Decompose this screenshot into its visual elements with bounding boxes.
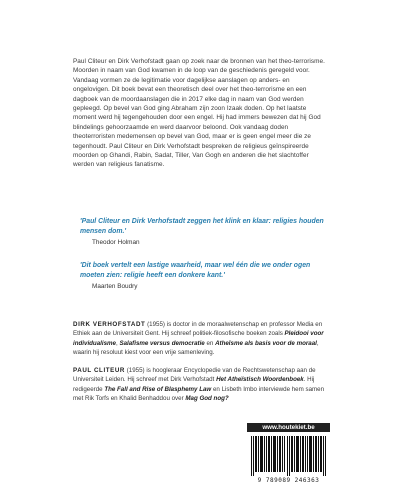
- barcode-icon: [247, 436, 330, 476]
- book-title: Het Atheïstisch Woordenboek: [216, 376, 304, 384]
- bio-text: ,: [115, 339, 120, 347]
- quote-text: 'Dit boek vertelt een lastige waarheid, maar wel één die we onder ogen moeten zien: religie heeft een donkere kant.': [80, 262, 311, 279]
- bio-text: (1955) is doctor in de moraalwetenschap en professor Media en Ethiek aan de Universiteit Gent. Hij schreef politiek-filosofische boeken zoals: [73, 321, 323, 338]
- book-title: The Fall and Rise of Blasphemy Law: [104, 385, 212, 393]
- book-title: Atheïsme als basis voor de moraal: [215, 339, 317, 347]
- publisher-website: www.houtekiet.be: [247, 423, 330, 432]
- isbn-digits: 9 789089 246363: [257, 477, 320, 484]
- bio-text: en Lisbeth Imbo interviewde hem samen met Rik Torfs en Khalid Benhaddou over: [73, 385, 325, 402]
- bio-verhofstadt: [73, 320, 335, 357]
- author-name: DIRK VERHOFSTADT: [73, 321, 146, 328]
- book-title: Pleidooi voor individualisme: [73, 330, 324, 347]
- book-title: Salafisme versus democratie: [119, 339, 205, 347]
- author-name: PAUL CLITEUR: [73, 367, 126, 374]
- bio-text: . Hij redigeerde: [73, 376, 315, 393]
- quote-text: 'Paul Cliteur en Dirk Verhofstadt zeggen het klink en klaar: religies houden mensen dom.': [80, 218, 324, 235]
- quote-author: Maarten Boudry: [92, 283, 138, 291]
- quote-holman: [80, 217, 330, 246]
- quote-author: Theodor Holman: [92, 239, 140, 247]
- bio-text: en: [204, 339, 216, 347]
- quote-boudry: [80, 261, 330, 290]
- bio-cliteur: [73, 366, 335, 403]
- cover-blurb: Paul Cliteur en Dirk Verhofstadt gaan op zoek naar de bronnen van het theo-terrorisme. Moorden in naam van God kwamen in de loop van de geschiedenis geregeld voor. Vandaag vormen ze de legitimatie voor dagelijkse aanslagen op anders- en ongelovigen. Dit boek bevat een theoretisch deel over het theo-terrorisme en een dagboek van de moordaanslagen die in 2017 elke dag in naam van God werden gepleegd. Op bevel van God ging Abraham zijn zoon Izaak doden. Op het laatste moment werd hij tegengehouden door een engel. Hij had immers bewezen dat hij God blindelings gehoorzaamde en werd daarvoor beloond. Ook vandaag doden theoterroristen medemensen op bevel van God, maar er is geen engel meer die ze tegenhoudt. Paul Cliteur en Dirk Verhofstadt bespreken de religieus geïnspireerde moorden op Ghandi, Rabin, Sadat, Tiller, Van Gogh en anderen die het slachtoffer werden van religieus fanatisme.: [73, 58, 325, 169]
- bio-text: (1955) is hoogleraar Encyclopedie van de Rechtswetenschap aan de Universiteit Leiden. Hij schreef met Dirk Verhofstadt: [73, 367, 316, 384]
- bio-text: , waarin hij resoluut kiest voor een vrije samenleving.: [73, 339, 319, 356]
- book-title: Mag God nog?: [185, 394, 229, 402]
